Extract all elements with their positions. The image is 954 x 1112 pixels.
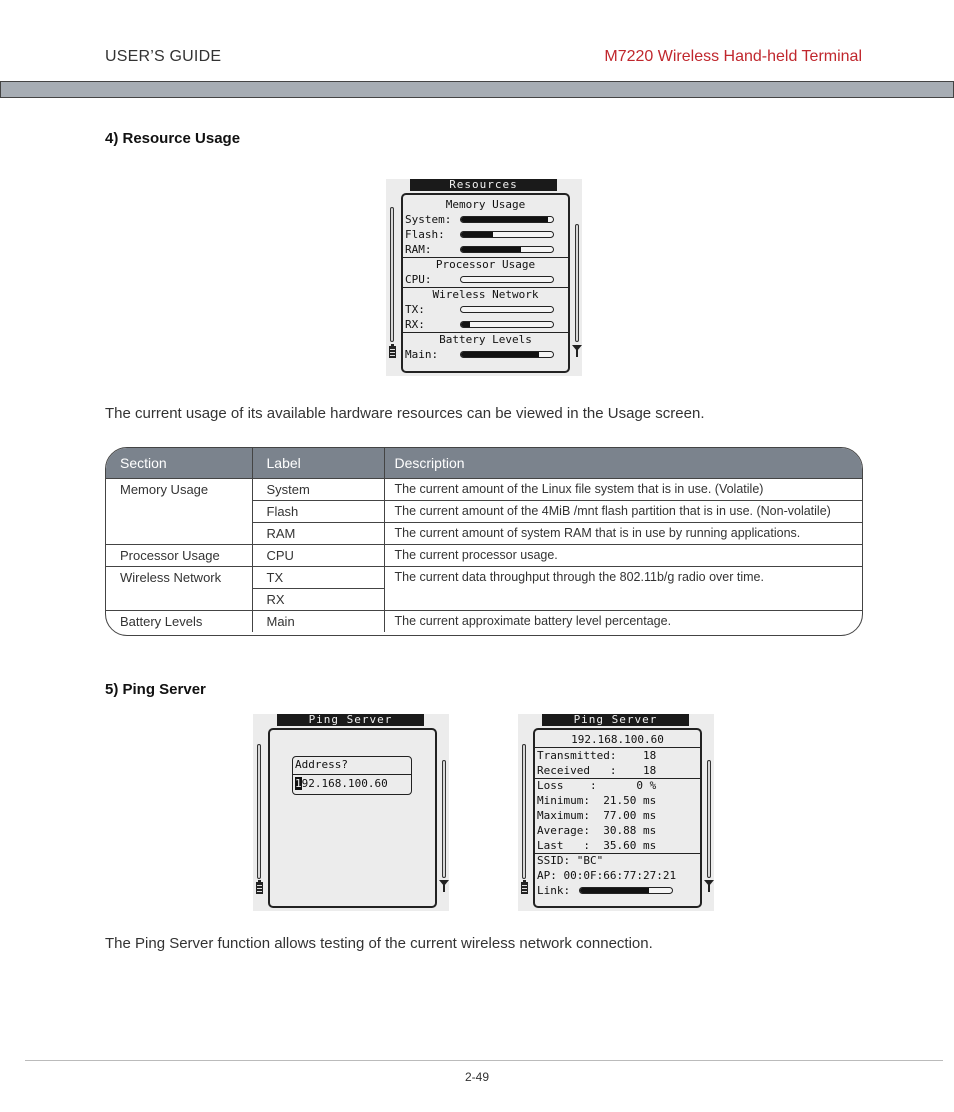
footer-divider	[25, 1060, 943, 1061]
cpu-label: CPU:	[405, 273, 432, 286]
address-input[interactable]	[295, 776, 409, 791]
transmitted-row: Transmitted: 18	[537, 749, 657, 762]
antenna-icon	[704, 880, 714, 892]
guide-title: USER’S GUIDE	[105, 48, 222, 65]
main-battery-bar	[460, 351, 554, 358]
loss-row: Loss : 0 %	[537, 779, 657, 792]
system-label: System:	[405, 213, 452, 226]
resource-table	[105, 447, 863, 636]
table-row	[106, 610, 862, 632]
battery-heading: Battery Levels	[439, 333, 532, 346]
section-cell: Wireless Network	[106, 566, 252, 610]
text-cursor: 1	[295, 777, 302, 790]
right-signal-bar	[442, 760, 446, 878]
address-value: 92.168.100.60	[301, 777, 388, 790]
right-signal-bar	[707, 760, 711, 878]
ram-usage-bar	[460, 246, 554, 253]
section-title-resource-usage: 4) Resource Usage	[105, 130, 241, 147]
section-cell: Processor Usage	[106, 544, 252, 566]
left-scrollbar	[257, 744, 261, 879]
minimum-row: Minimum: 21.50 ms	[537, 794, 657, 807]
label-cell: System	[252, 478, 384, 500]
resource-usage-paragraph: The current usage of its available hardware resources can be viewed in the Usage screen.	[105, 405, 705, 422]
maximum-row: Maximum: 77.00 ms	[537, 809, 657, 822]
screen-title: Ping Server	[542, 714, 689, 726]
section-cell: Battery Levels	[106, 610, 252, 632]
section-cell: Memory Usage	[106, 478, 252, 544]
tx-label: TX:	[405, 303, 425, 316]
page-number: 2-49	[464, 1070, 490, 1084]
table-row	[106, 478, 862, 500]
label-cell: Main	[252, 610, 384, 632]
description-cell: The current data throughput through the 802.11b/g radio over time.	[384, 566, 862, 610]
memory-heading: Memory Usage	[445, 198, 526, 211]
table-row	[106, 566, 862, 588]
link-label: Link:	[537, 884, 571, 897]
ping-address: 192.168.100.60	[571, 733, 664, 746]
ping-server-paragraph: The Ping Server function allows testing of the current wireless network connection.	[105, 935, 653, 952]
system-usage-bar	[460, 216, 554, 223]
cpu-usage-bar	[460, 276, 554, 283]
flash-label: Flash:	[405, 228, 445, 241]
screen-title: Resources	[410, 179, 557, 191]
link-quality-bar	[579, 887, 673, 894]
ping-address-screen	[253, 714, 449, 911]
rx-usage-bar	[460, 321, 554, 328]
battery-icon	[256, 882, 263, 894]
divider	[293, 774, 411, 775]
last-row: Last : 35.60 ms	[537, 839, 657, 852]
description-cell: The current processor usage.	[384, 544, 862, 566]
antenna-icon	[572, 345, 582, 357]
label-cell: Flash	[252, 500, 384, 522]
battery-icon	[389, 346, 396, 358]
column-header-description: Description	[384, 448, 862, 478]
main-battery-label: Main:	[405, 348, 439, 361]
product-title: M7220 Wireless Hand-held Terminal	[604, 48, 862, 65]
processor-heading: Processor Usage	[435, 258, 536, 271]
received-row: Received : 18	[537, 764, 657, 777]
ssid-row: SSID: "BC"	[537, 854, 604, 867]
header-bar	[0, 81, 954, 98]
left-scrollbar	[522, 744, 526, 879]
tx-usage-bar	[460, 306, 554, 313]
ping-result-panel	[533, 728, 702, 908]
label-cell: TX	[252, 566, 384, 588]
resources-panel	[401, 193, 570, 373]
antenna-icon	[439, 880, 449, 892]
ram-label: RAM:	[405, 243, 432, 256]
table-row	[106, 544, 862, 566]
address-prompt: Address?	[295, 758, 348, 771]
screen-title: Ping Server	[277, 714, 424, 726]
left-scrollbar	[390, 207, 394, 342]
description-cell: The current amount of the Linux file system that is in use. (Volatile)	[384, 478, 862, 500]
ap-row: AP: 00:0F:66:77:27:21	[537, 869, 677, 882]
description-cell: The current amount of the 4MiB /mnt flash partition that is in use. (Non-volatile)	[384, 500, 862, 522]
battery-icon	[521, 882, 528, 894]
rx-label: RX:	[405, 318, 425, 331]
right-signal-bar	[575, 224, 579, 342]
table-header-row	[106, 448, 862, 478]
average-row: Average: 30.88 ms	[537, 824, 657, 837]
column-header-label: Label	[252, 448, 384, 478]
wireless-heading: Wireless Network	[432, 288, 539, 301]
ping-result-screen	[518, 714, 714, 911]
address-dialog	[292, 756, 412, 795]
column-header-section: Section	[106, 448, 252, 478]
section-title-ping-server: 5) Ping Server	[105, 681, 206, 698]
ping-panel	[268, 728, 437, 908]
label-cell: RAM	[252, 522, 384, 544]
description-cell: The current approximate battery level percentage.	[384, 610, 862, 632]
label-cell: RX	[252, 588, 384, 610]
label-cell: CPU	[252, 544, 384, 566]
resources-screen	[386, 179, 582, 376]
flash-usage-bar	[460, 231, 554, 238]
description-cell: The current amount of system RAM that is in use by running applications.	[384, 522, 862, 544]
